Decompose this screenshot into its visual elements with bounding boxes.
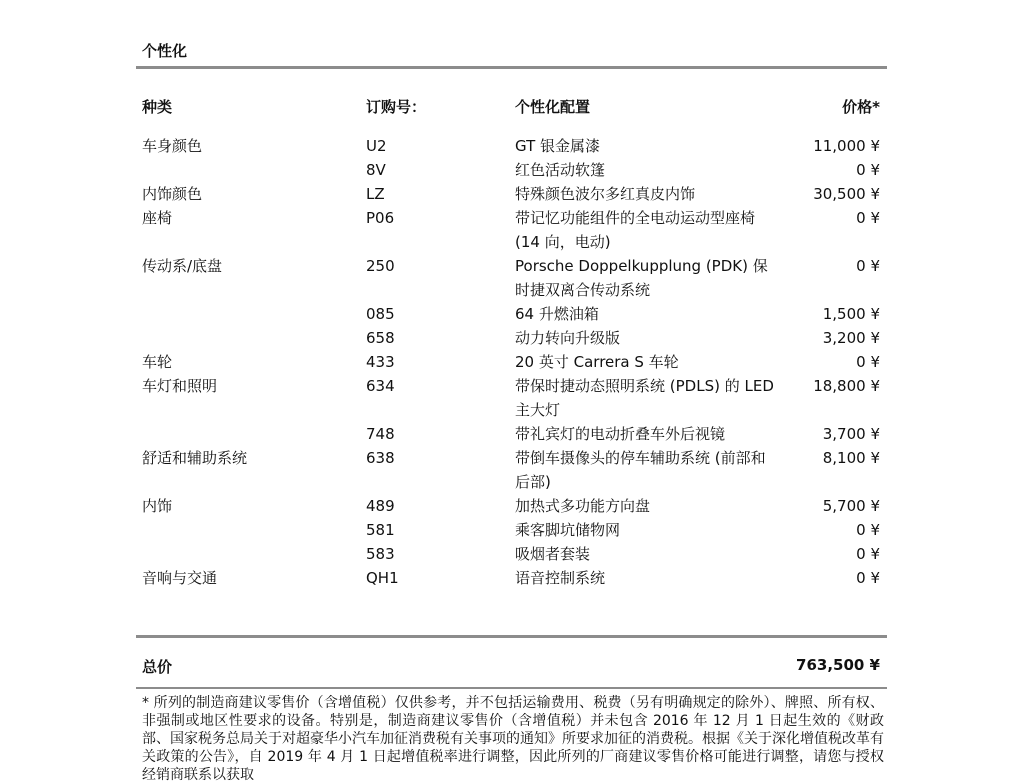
row-description: 动力转向升级版: [515, 329, 621, 347]
table-row: [0, 422, 1024, 446]
row-description: 64 升燃油箱: [515, 305, 599, 323]
row-price: 3,200 ¥: [822, 329, 880, 347]
table-row: [0, 158, 1024, 182]
row-price: 0 ¥: [856, 353, 880, 371]
row-code: 638: [366, 449, 395, 467]
row-code: 581: [366, 521, 395, 539]
header-description: 个性化配置: [515, 98, 591, 116]
row-description: 带礼宾灯的电动折叠车外后视镜: [515, 425, 726, 443]
row-category: 音响与交通: [142, 569, 218, 587]
table-row: [0, 302, 1024, 326]
total-value: 763,500 ¥: [796, 656, 880, 674]
row-price: 5,700 ¥: [822, 497, 880, 515]
row-description: 语音控制系统: [515, 569, 606, 587]
header-category: 种类: [142, 98, 173, 116]
row-price: 0 ¥: [856, 257, 880, 275]
row-description: 带记忆功能组件的全电动运动型座椅 (14 向，电动): [515, 209, 756, 251]
table-header: [0, 96, 1024, 118]
table-row: [0, 206, 1024, 254]
row-price: 8,100 ¥: [822, 449, 880, 467]
row-price: 30,500 ¥: [813, 185, 880, 203]
row-price: 18,800 ¥: [813, 377, 880, 395]
table-row: [0, 542, 1024, 566]
header-price: 价格*: [842, 98, 880, 116]
row-code: 748: [366, 425, 395, 443]
row-category: 舒适和辅助系统: [142, 449, 248, 467]
row-code: QH1: [366, 569, 399, 587]
row-code: P06: [366, 209, 395, 227]
row-description: 特殊颜色波尔多红真皮内饰: [515, 185, 696, 203]
row-price: 1,500 ¥: [822, 305, 880, 323]
row-description: 带保时捷动态照明系统 (PDLS) 的 LED 主大灯: [515, 377, 774, 419]
row-code: 489: [366, 497, 395, 515]
row-code: 250: [366, 257, 395, 275]
row-category: 传动系/底盘: [142, 257, 223, 275]
table-row: [0, 446, 1024, 494]
row-code: 583: [366, 545, 395, 563]
row-price: 0 ¥: [856, 521, 880, 539]
table-row: [0, 350, 1024, 374]
table-row: [0, 374, 1024, 422]
total-row: [0, 656, 1024, 678]
row-price: 0 ¥: [856, 209, 880, 227]
row-category: 座椅: [142, 209, 173, 227]
row-description: GT 银金属漆: [515, 137, 601, 155]
row-code: 634: [366, 377, 395, 395]
options-table: [0, 134, 1024, 590]
row-code: 8V: [366, 161, 386, 179]
row-description: 加热式多功能方向盘: [515, 497, 651, 515]
row-category: 内饰颜色: [142, 185, 203, 203]
row-price: 0 ¥: [856, 161, 880, 179]
row-category: 车灯和照明: [142, 377, 218, 395]
row-code: 658: [366, 329, 395, 347]
top-divider: [136, 66, 887, 69]
row-description: 吸烟者套装: [515, 545, 591, 563]
row-description: Porsche Doppelkupplung (PDK) 保时捷双离合传动系统: [515, 257, 768, 299]
table-row: [0, 518, 1024, 542]
table-row: [0, 254, 1024, 302]
row-code: 085: [366, 305, 395, 323]
table-row: [0, 134, 1024, 158]
section-title: 个性化: [142, 42, 188, 60]
row-description: 带倒车摄像头的停车辅助系统 (前部和后部): [515, 449, 766, 491]
table-row: [0, 566, 1024, 590]
row-price: 0 ¥: [856, 545, 880, 563]
row-description: 乘客脚坑储物网: [515, 521, 621, 539]
row-code: 433: [366, 353, 395, 371]
row-price: 0 ¥: [856, 569, 880, 587]
table-row: [0, 182, 1024, 206]
footnote-divider: [136, 687, 887, 689]
total-divider: [136, 635, 887, 638]
row-category: 车身颜色: [142, 137, 203, 155]
row-description: 20 英寸 Carrera S 车轮: [515, 353, 679, 371]
row-category: 内饰: [142, 497, 173, 515]
total-label: 总价: [142, 658, 173, 676]
price-footnote: * 所列的制造商建议零售价（含增值税）仅供参考，并不包括运输费用、税费（另有明确规定的除外）、牌照、所有权、非强制或地区性要求的设备。特别是，制造商建议零售价（含增值税）并未包含 2016 年 12 月 1 日起生效的《财政部、国家税务总局关于对超豪华小汽车加征消费税有关事项的通知》所要求加征的消费税。根据《关于深化增值税改革有关政策的公告》，自 2019 年 4 月 1 日起增值税率进行调整，因此所列的厂商建议零售价格可能进行调整，请您与授权经销商联系以获取: [142, 695, 884, 783]
header-code: 订购号：: [366, 98, 427, 116]
row-code: LZ: [366, 185, 385, 203]
row-price: 11,000 ¥: [813, 137, 880, 155]
table-row: [0, 326, 1024, 350]
row-description: 红色活动软篷: [515, 161, 606, 179]
row-price: 3,700 ¥: [822, 425, 880, 443]
table-row: [0, 494, 1024, 518]
row-code: U2: [366, 137, 387, 155]
row-category: 车轮: [142, 353, 173, 371]
